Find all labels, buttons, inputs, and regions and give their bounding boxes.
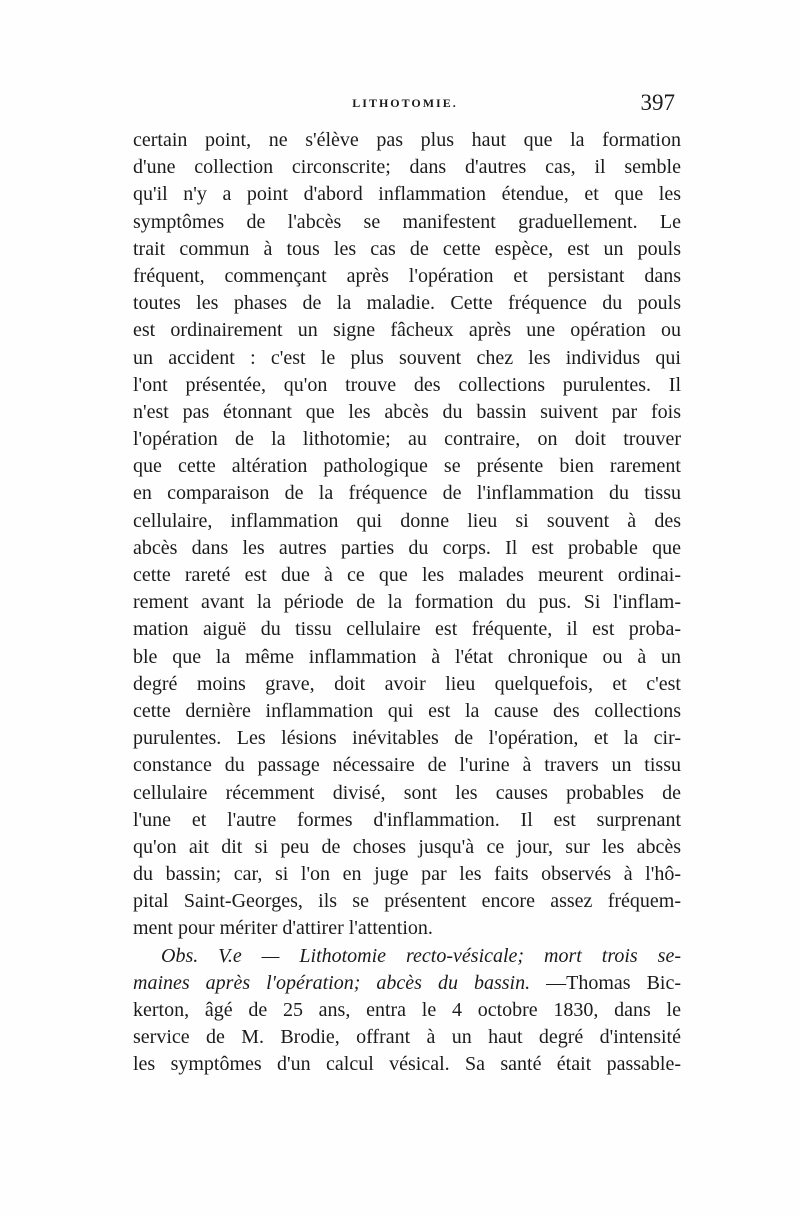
running-head (135, 90, 675, 120)
text-line: cellulaire, inflammation qui donne lieu si souvent à des (133, 509, 681, 532)
text-line: l'une et l'autre formes d'inflammation. Il est surprenant (133, 808, 681, 831)
observation-heading-line (133, 970, 681, 997)
text-line: pital Saint-Georges, ils se présentent encore assez fréquem- (133, 890, 681, 913)
text-line: ment pour mériter d'attirer l'attention. (133, 917, 433, 940)
observation-heading-line (133, 943, 681, 970)
text-line: un accident : c'est le plus souvent chez les individus qui (133, 346, 681, 369)
text-line: est ordinairement un signe fâcheux après une opération ou (133, 319, 681, 342)
text-line: d'une collection circonscrite; dans d'autres cas, il semble (133, 156, 681, 179)
text-line: degré moins grave, doit avoir lieu quelquefois, et c'est (133, 672, 681, 695)
observation-title: Lithotomie recto-vésicale; mort trois se- (299, 944, 681, 967)
text-line: du bassin; car, si l'on en juge par les faits observés à l'hô- (133, 863, 681, 886)
observation-title: maines après l'opération; abcès du bassin. (133, 971, 531, 994)
text-line: cette dernière inflammation qui est la cause des collections (133, 699, 681, 722)
text-line: qu'on ait dit si peu de choses jusqu'à ce jour, sur les abcès (133, 835, 681, 858)
page-number: 397 (640, 90, 675, 115)
observation-text: —Thomas Bic- (546, 971, 681, 994)
text-line: rement avant la période de la formation du pus. Si l'inflam- (133, 591, 681, 614)
body-text (133, 127, 681, 1079)
text-line: toutes les phases de la maladie. Cette fréquence du pouls (133, 292, 681, 315)
text-line: qu'il n'y a point d'abord inflammation étendue, et que les (133, 183, 681, 206)
observation-label: Obs. V.e — (161, 944, 280, 967)
text-line: certain point, ne s'élève pas plus haut que la formation (133, 129, 681, 151)
text-line: cette rareté est due à ce que les malades meurent ordinai- (133, 564, 681, 586)
text-line: symptômes de l'abcès se manifestent graduellement. Le (133, 210, 681, 233)
text-line: l'opération de la lithotomie; au contraire, on doit trouver (133, 428, 681, 451)
text-line: ble que la même inflammation à l'état chronique ou à un (133, 645, 681, 668)
text-line: n'est pas étonnant que les abcès du bassin suivent par fois (133, 400, 681, 423)
text-line: purulentes. Les lésions inévitables de l'opération, et la cir- (133, 727, 681, 750)
text-line: en comparaison de la fréquence de l'inflammation du tissu (133, 482, 681, 505)
text-line: trait commun à tous les cas de cette espèce, est un pouls (133, 237, 681, 260)
text-line: cellulaire récemment divisé, sont les causes probables de (133, 781, 681, 804)
text-line: mation aiguë du tissu cellulaire est fréquente, il est proba- (133, 618, 681, 641)
text-line: l'ont présentée, qu'on trouve des collections purulentes. Il (133, 373, 681, 396)
text-line: constance du passage nécessaire de l'urine à travers un tissu (133, 754, 681, 777)
text-line: kerton, âgé de 25 ans, entra le 4 octobre 1830, dans le (133, 999, 681, 1021)
text-line: fréquent, commençant après l'opération et persistant dans (133, 264, 681, 287)
text-line: les symptômes d'un calcul vésical. Sa santé était passable- (133, 1053, 681, 1076)
running-title: LITHOTOMIE. (352, 96, 458, 110)
text-line: service de M. Brodie, offrant à un haut degré d'intensité (133, 1026, 681, 1049)
text-line: abcès dans les autres parties du corps. Il est probable que (133, 536, 681, 559)
text-line: que cette altération pathologique se présente bien rarement (133, 455, 681, 478)
